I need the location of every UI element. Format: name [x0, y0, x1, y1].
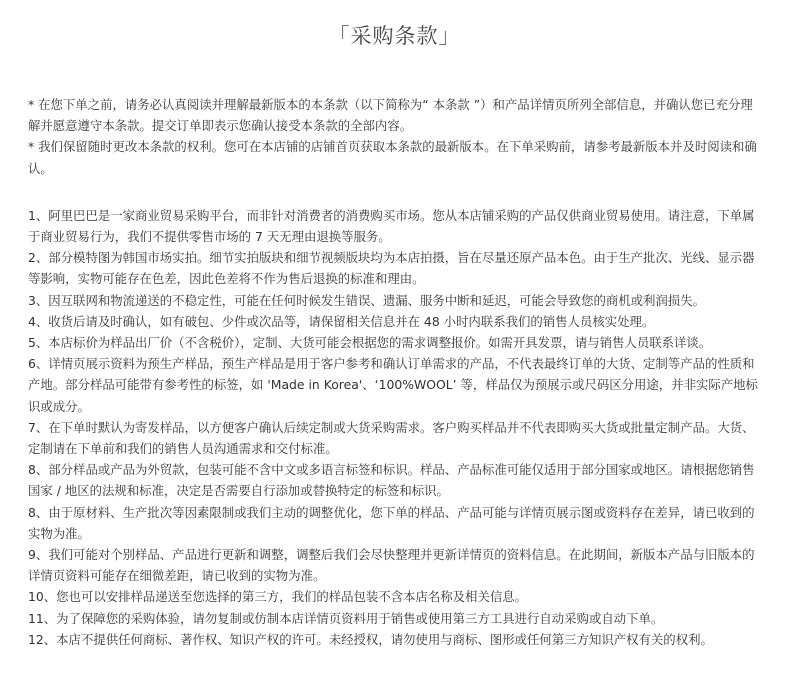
spacer: [28, 179, 763, 200]
term-item: 5、本店标价为样品出厂价（不含税价），定制、大货可能会根据您的需求调整报价。如需开具发票，请与销售人员联系详谈。: [28, 335, 712, 351]
notice-paragraph: * 我们保留随时更改本条款的权利。您可在本店铺的店铺首页获取本条款的最新版本。在下单采购前，请参考最新版本并及时阅读和确认。: [28, 139, 757, 176]
term-item: 3、因互联网和物流递送的不稳定性，可能在任何时候发生错误、遗漏、服务中断和延迟，可能会导致您的商机或利润损失。: [28, 292, 705, 308]
terms-content: [28, 94, 763, 650]
term-item: 2、部分模特图为韩国市场实拍。细节实拍版块和细节视频版块均为本店拍摄，旨在尽量还原产品本色。由于生产批次、光线、显示器等影响，实物可能存在色差，因此色差将不作为售后退换的标准和理由。: [28, 250, 755, 287]
term-item: 12、本店不提供任何商标、著作权、知识产权的许可。未经授权，请勿使用与商标、图形或任何第三方知识产权有关的权利。: [28, 631, 713, 647]
term-item: 8、部分样品或产品为外贸款，包装可能不含中文或多语言标签和标识。样品、产品标准可能仅适用于部分国家或地区。请根据您销售国家 / 地区的法规和标准，决定是否需要自行添加或替换特定的标签和标识。: [28, 462, 755, 499]
term-item: 8、由于原材料、生产批次等因素限制或我们主动的调整优化，您下单的样品、产品可能与详情页展示图或资料存在差异，请已收到的实物为准。: [28, 504, 755, 541]
term-item: 1、阿里巴巴是一家商业贸易采购平台，而非针对消费者的消费购买市场。您从本店铺采购的产品仅供商业贸易使用。请注意，下单属于商业贸易行为，我们不提供零售市场的 7 天无理由退换等服务。: [28, 207, 755, 245]
term-item: 6、详情页展示资料为预生产样品，预生产样品是用于客户参考和确认订单需求的产品，不代表最终订单的大货、定制等产品的性质和产地。部分样品可能带有参考性的标签，如 'Made in Korea'、‘100%WOOL’ 等，样品仅为预展示或尺码区分用途，并非实际产地标识或成分。: [28, 356, 758, 414]
term-item: 10、您也可以安排样品递送至您选择的第三方，我们的样品包装不含本店名称及相关信息。: [28, 589, 528, 605]
page-title: 「采购条款」: [328, 24, 461, 48]
term-item: 11、为了保障您的采购体验，请勿复制或仿制本店详情页资料用于销售或使用第三方工具进行自动采购或自动下单。: [28, 610, 664, 626]
term-item: 4、收货后请及时确认，如有破包、少件或次品等，请保留相关信息并在 48 小时内联系我们的销售人员核实处理。: [28, 313, 655, 329]
term-item: 7、在下单时默认为寄发样品，以方便客户确认后续定制或大货采购需求。客户购买样品并不代表即购买大货或批量定制产品。大货、定制请在下单前和我们的销售人员沟通需求和交付标准。: [28, 419, 755, 457]
term-item: 9、我们可能对个别样品、产品进行更新和调整，调整后我们会尽快整理并更新详情页的资料信息。在此期间，新版本产品与旧版本的详情页资料可能存在细微差距，请已收到的实物为准。: [28, 547, 755, 584]
notice-paragraph: * 在您下单之前，请务必认真阅读并理解最新版本的本条款（以下简称为“ 本条款 ”）和产品详情页所列全部信息，并确认您已充分理解并愿意遵守本条款。提交订单即表示您确认接受本条款的全部内容。: [28, 97, 753, 134]
